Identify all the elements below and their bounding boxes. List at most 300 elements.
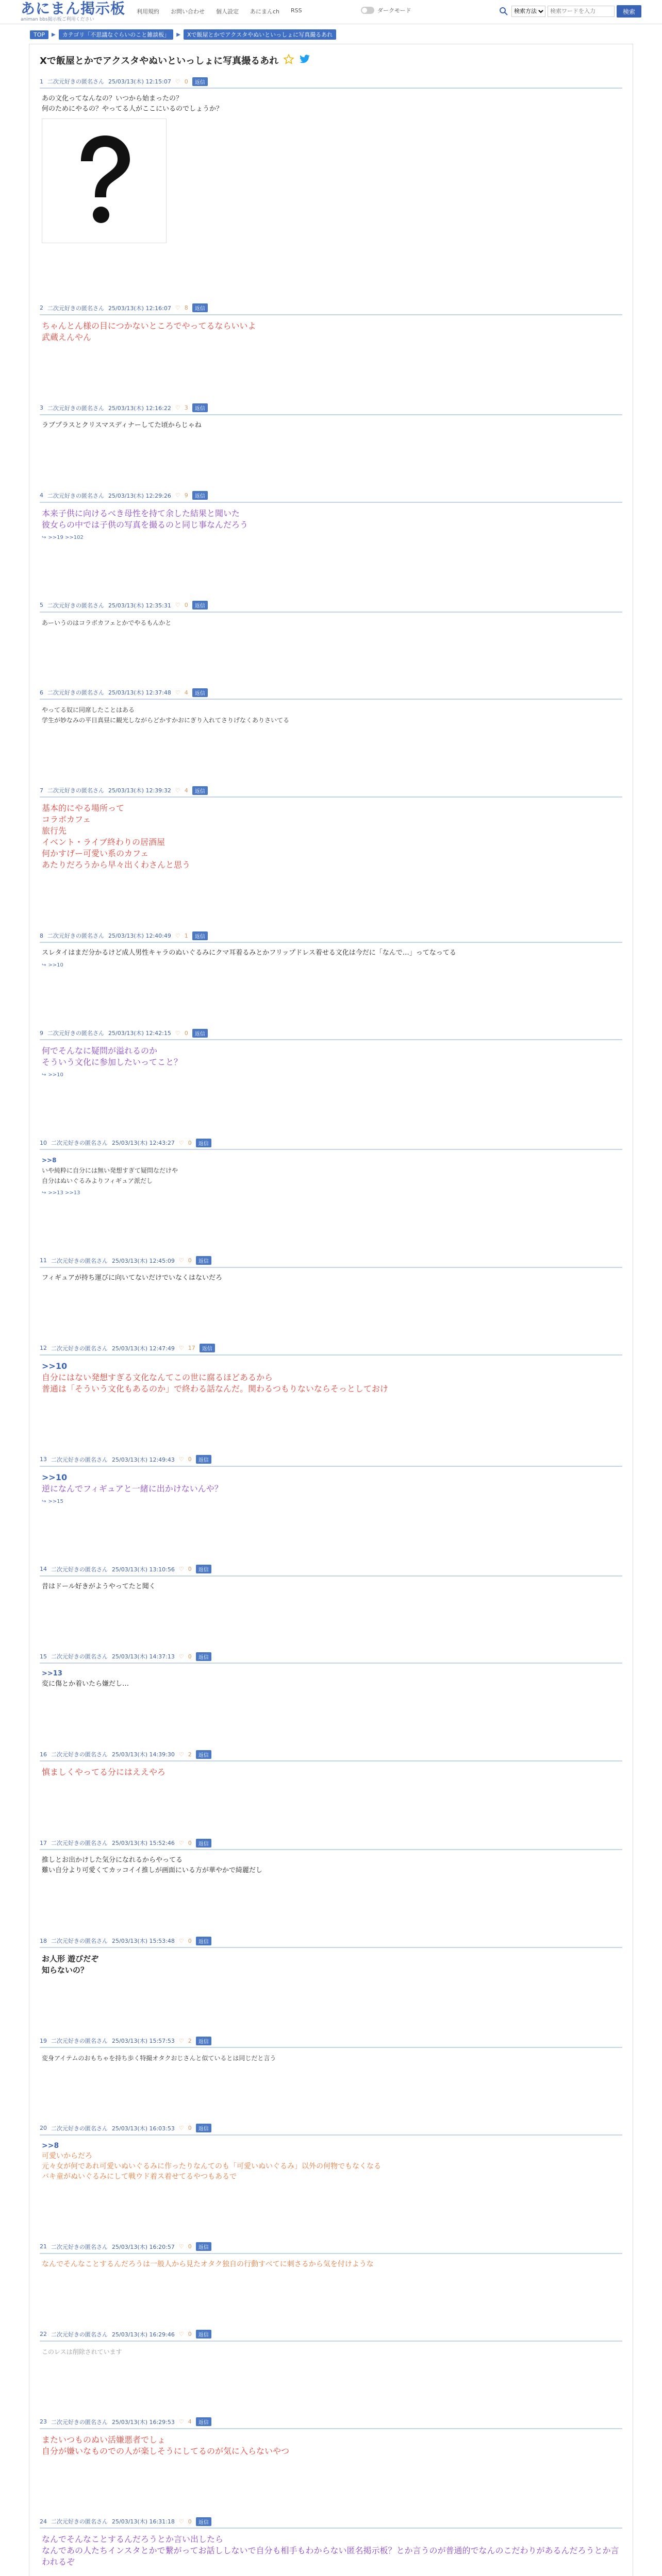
like-count: 2: [188, 1751, 192, 1758]
search-method-select[interactable]: [511, 6, 545, 17]
post-date: 25/03/13(木) 12:39:32: [108, 787, 171, 794]
post: [29, 486, 633, 596]
like-heart-icon[interactable]: ♡: [178, 1653, 184, 1660]
post-line: スレタイはまだ分かるけど成人男性キャラのぬいぐるみにクマ耳着るみとかフリップドレス着せる文化は今だに「なんで…」ってなってる: [42, 949, 456, 957]
post-line[interactable]: >>10: [42, 1472, 68, 1482]
post: [29, 926, 633, 1024]
like-count: 0: [188, 2125, 192, 2132]
like-count: 4: [184, 689, 188, 696]
post-line: このレスは削除されています: [42, 2348, 122, 2355]
reply-links[interactable]: [40, 1495, 622, 1504]
post-date: 25/03/13(木) 12:35:31: [108, 602, 171, 609]
post-line: 何のためにやるの？やってる人がここにいるのでしょうか？: [42, 105, 223, 113]
post-line: コラボカフェ: [42, 815, 91, 825]
post-line: いや純粋に自分には無い発想すぎて疑問なだけや: [42, 1167, 178, 1175]
post: [29, 683, 633, 781]
reply-button[interactable]: 返信: [196, 2517, 211, 2526]
like-heart-icon[interactable]: ♡: [178, 1345, 184, 1352]
reply-button[interactable]: 返信: [192, 931, 208, 940]
like-count: 0: [188, 1839, 192, 1846]
post: [29, 2413, 633, 2513]
nav-animanch[interactable]: あにまんch: [250, 8, 280, 15]
post-number[interactable]: 20: [40, 2125, 47, 2132]
poster-name: 二次元好きの匿名さん: [47, 933, 104, 940]
poster-name: 二次元好きの匿名さん: [47, 689, 104, 697]
post: [29, 1647, 633, 1745]
post-line: ラブプラスとクリスマスディナーしてた頃からじゃね: [42, 421, 202, 429]
reply-button[interactable]: 返信: [196, 1256, 211, 1265]
poster-name: 二次元好きの匿名さん: [47, 78, 104, 85]
post-body: [40, 613, 622, 628]
post-line: 旅行先: [42, 826, 67, 836]
post-number[interactable]: 11: [40, 1257, 47, 1264]
poster-name: 二次元好きの匿名さん: [51, 2518, 108, 2526]
like-heart-icon[interactable]: ♡: [175, 787, 180, 794]
like-heart-icon[interactable]: ♡: [175, 78, 180, 85]
post-number[interactable]: 17: [40, 1839, 47, 1846]
reply-arrow-icon: ↪: [42, 1190, 46, 1196]
like-count: 0: [188, 2331, 192, 2338]
nav-contact[interactable]: お問い合わせ: [171, 8, 205, 15]
post-line: 知らないの？: [42, 1965, 89, 1975]
post-line: イベント・ライブ終わりの居酒屋: [42, 837, 166, 848]
like-heart-icon[interactable]: ♡: [175, 1029, 180, 1037]
post-date: 25/03/13(木) 16:31:18: [112, 2518, 175, 2526]
post-header: [40, 1251, 622, 1268]
like-heart-icon[interactable]: ♡: [175, 689, 180, 696]
post-header: [40, 2238, 622, 2254]
post-line: 本来子供に向けるべき母性を持て余した結果と聞いた: [42, 508, 240, 518]
post-date: 25/03/13(木) 15:52:46: [112, 1840, 175, 1847]
post: [29, 2238, 633, 2325]
post-line: 何かすげー可愛い系のカフェ: [42, 849, 149, 859]
reply-button[interactable]: 返信: [192, 77, 208, 86]
post-header: [40, 781, 622, 798]
reply-button[interactable]: 返信: [196, 1839, 211, 1848]
post-line: なんであの人たちインスタとかで繋がってお話ししないで自分も相手もわからない匿名掲示板？とか言うのが普通的でなんのこだわりがあるんだろうとか言われるぞ: [42, 2546, 619, 2567]
post-line: 逆になんでフィギュアと一緒に出かけないんや？: [42, 1483, 223, 1494]
like-count: 4: [188, 2418, 192, 2426]
post: [29, 1450, 633, 1560]
post-date: 25/03/13(木) 12:16:07: [108, 304, 171, 312]
post-header: [40, 72, 622, 89]
thread-title-row: [29, 44, 633, 72]
post-header: [40, 2413, 622, 2429]
post: [29, 596, 633, 684]
breadcrumb-separator-icon: ▶: [176, 31, 180, 38]
reply-button[interactable]: 返信: [196, 2037, 211, 2045]
poster-name: 二次元好きの匿名さん: [51, 2243, 108, 2250]
like-count: 4: [184, 787, 188, 794]
poster-name: 二次元好きの匿名さん: [51, 2038, 108, 2045]
post-header: [40, 1745, 622, 1761]
post-line: あの文化ってなんなの？いつから始まったの？: [42, 95, 183, 103]
post: [29, 1931, 633, 2031]
post-number[interactable]: 6: [40, 689, 43, 696]
post-body: [40, 1850, 622, 1876]
post-number[interactable]: 1: [40, 78, 43, 85]
breadcrumb-top[interactable]: TOP: [30, 30, 48, 39]
like-count: 0: [188, 1653, 192, 1660]
breadcrumb-category[interactable]: カテゴリ「不思議なぐらいのこと雑談板」: [59, 29, 174, 40]
reply-button[interactable]: 返信: [196, 1652, 211, 1661]
reply-anchor-list[interactable]: >>10: [48, 962, 63, 969]
reply-button[interactable]: 返信: [192, 303, 208, 312]
post-number[interactable]: 7: [40, 787, 43, 794]
post-line: やってる奴に同席したことはある: [42, 706, 135, 714]
like-heart-icon[interactable]: ♡: [175, 304, 180, 312]
like-heart-icon[interactable]: ♡: [178, 1937, 184, 1944]
post-line: 元々女が何であれ可愛いぬいぐるみに作ったりなんてのも「可愛いぬいぐるみ」以外の何物でもなくなる: [42, 2162, 381, 2171]
like-count: 0: [188, 1937, 192, 1944]
post-body: [40, 2529, 622, 2568]
poster-name: 二次元好きの匿名さん: [51, 1566, 108, 1573]
post-body: [40, 315, 622, 343]
like-count: 1: [184, 932, 188, 939]
reply-button[interactable]: 返信: [196, 2124, 211, 2132]
post-body: [40, 2136, 622, 2182]
post-date: 25/03/13(木) 14:39:30: [112, 1751, 175, 1758]
post-line: なんでそんなことするんだろうは一般人から見たオタク独自の行動すべてに刺さるから気を付けような: [42, 2260, 374, 2268]
nav-terms[interactable]: 利用規約: [137, 8, 159, 15]
like-count: 0: [188, 1456, 192, 1463]
dark-mode-toggle[interactable]: [361, 6, 411, 14]
reply-button[interactable]: 返信: [192, 786, 208, 795]
toggle-switch[interactable]: [361, 7, 374, 14]
post: [29, 1133, 633, 1251]
post-header: [40, 1133, 622, 1150]
post: [29, 1834, 633, 1931]
post-header: [40, 926, 622, 943]
post-number[interactable]: 2: [40, 304, 43, 312]
header-nav: [137, 7, 302, 15]
nav-settings[interactable]: 個人設定: [216, 8, 239, 15]
post-date: 25/03/13(木) 12:42:15: [108, 1030, 171, 1037]
post-number[interactable]: 24: [40, 2518, 47, 2525]
reply-button[interactable]: 返信: [196, 2242, 211, 2251]
like-heart-icon[interactable]: ♡: [178, 2518, 184, 2525]
post-number[interactable]: 18: [40, 1937, 47, 1944]
post: [29, 72, 633, 299]
post-header: [40, 2512, 622, 2529]
reply-links[interactable]: [40, 1068, 622, 1078]
post-body: [40, 700, 622, 725]
post: [29, 1024, 633, 1133]
post-number[interactable]: 14: [40, 1566, 47, 1573]
post-line: そういう文化に参加したいってこと？: [42, 1057, 183, 1067]
post-line: 学生が妙なみの平日真昼に観光しながらどかすかおにぎり入れてさりげなくありさいてる: [42, 717, 290, 724]
post-body: [40, 2342, 622, 2357]
reply-button[interactable]: 返信: [196, 2417, 211, 2426]
post: [29, 1251, 633, 1339]
post-body: [40, 2048, 622, 2063]
search-input[interactable]: [548, 6, 615, 17]
post-body: [40, 943, 622, 958]
thread-container: [29, 44, 633, 2576]
like-heart-icon[interactable]: ♡: [178, 2418, 184, 2426]
poster-name: 二次元好きの匿名さん: [51, 2418, 108, 2426]
post-line: またいつものぬい活嫌悪者でしょ: [42, 2434, 166, 2445]
like-heart-icon[interactable]: ♡: [175, 404, 180, 412]
post-header: [40, 1339, 622, 1355]
reply-button[interactable]: 返信: [192, 1029, 208, 1038]
post-date: 25/03/13(木) 16:29:46: [112, 2331, 175, 2338]
like-heart-icon[interactable]: ♡: [178, 1566, 184, 1573]
post-line: 彼女らの中では子供の写真を撮るのと同じ事なんだろう: [42, 519, 249, 530]
post-body: [40, 1268, 622, 1283]
post-header: [40, 1024, 622, 1040]
post-line: 難い自分より可愛くてカッコイイ推しが画面にいる方が華やかで綺麗だし: [42, 1867, 262, 1875]
post-header: [40, 2119, 622, 2136]
post-body: [40, 1761, 622, 1778]
post-date: 25/03/13(木) 16:20:57: [112, 2243, 175, 2250]
post-line: フィギュアが持ち運びに向いてないだけでいなくはないだろ: [42, 1274, 222, 1282]
like-heart-icon[interactable]: ♡: [175, 492, 180, 499]
reply-anchor-list[interactable]: >>19 >>102: [48, 534, 84, 540]
poster-name: 二次元好きの匿名さん: [51, 1456, 108, 1463]
poster-name: 二次元好きの匿名さん: [51, 2331, 108, 2338]
poster-name: 二次元好きの匿名さん: [47, 602, 104, 609]
reply-button[interactable]: 返信: [196, 1565, 211, 1573]
post-date: 25/03/13(木) 12:37:48: [108, 689, 171, 697]
post-date: 25/03/13(木) 13:10:56: [112, 1566, 175, 1573]
post: [29, 781, 633, 926]
post-line: 武蔵えんやん: [42, 332, 92, 342]
like-count: 3: [184, 404, 188, 412]
reply-button[interactable]: 返信: [192, 688, 208, 697]
post-body: [40, 1577, 622, 1592]
site-logo[interactable]: [21, 1, 125, 22]
breadcrumb-separator-icon: ▶: [52, 31, 56, 38]
post-line: 可愛いからだろ: [42, 2151, 92, 2160]
post-date: 25/03/13(木) 12:49:43: [112, 1456, 175, 1463]
like-count: 0: [188, 1566, 192, 1573]
like-count: 0: [184, 1029, 188, 1037]
post: [29, 1339, 633, 1450]
reply-links[interactable]: [40, 958, 622, 968]
poster-name: 二次元好きの匿名さん: [47, 404, 104, 412]
reply-arrow-icon: ↪: [42, 962, 46, 969]
like-heart-icon[interactable]: ♡: [178, 1751, 184, 1758]
post-line: 基本的にやる場所って: [42, 803, 125, 814]
twitter-share-icon[interactable]: [299, 55, 310, 66]
search-icon: [498, 6, 509, 17]
post-line: 慎ましくやってる分にはええやろ: [42, 1767, 166, 1777]
favorite-star-icon[interactable]: [284, 54, 294, 67]
post-number[interactable]: 3: [40, 404, 43, 412]
reply-anchor-list[interactable]: >>13 >>13: [48, 1190, 80, 1196]
poster-name: 二次元好きの匿名さん: [51, 1938, 108, 1945]
post-number[interactable]: 15: [40, 1653, 47, 1660]
post-number[interactable]: 9: [40, 1029, 43, 1037]
post-line[interactable]: >>8: [42, 2141, 59, 2150]
like-count: 9: [184, 492, 188, 499]
logo-subtitle: animan bbs掲示板ご利用ください: [21, 17, 94, 22]
poster-name: 二次元好きの匿名さん: [47, 304, 104, 312]
reply-arrow-icon: ↪: [42, 1072, 46, 1078]
like-count: 8: [184, 304, 188, 312]
post-date: 25/03/13(木) 12:16:22: [108, 404, 171, 412]
post-line: 普通は「そういう文化もあるのか」で終わる話なんだ。関わるつもりないならそっとしておけ: [42, 1383, 388, 1394]
reply-button[interactable]: 返信: [192, 491, 208, 500]
poster-name: 二次元好きの匿名さん: [47, 1030, 104, 1037]
reply-button[interactable]: 返信: [192, 601, 208, 609]
poster-name: 二次元好きの匿名さん: [51, 1140, 108, 1147]
post: [29, 2512, 633, 2576]
post-line: 何でそんなに疑問が溢れるのか: [42, 1046, 158, 1056]
post-date: 25/03/13(木) 14:37:13: [112, 1653, 175, 1660]
post: [29, 299, 633, 399]
post-date: 25/03/13(木) 16:29:53: [112, 2418, 175, 2426]
post-body: [40, 1467, 622, 1495]
post-body: [40, 2429, 622, 2457]
thread-title: Xで飯屋とかでアクスタやぬいといっしょに写真撮るあれ: [40, 56, 279, 66]
like-heart-icon[interactable]: ♡: [178, 1456, 184, 1463]
post-line: ちゃんとん様の目につかないところでやってるならいいよ: [42, 320, 256, 331]
post-body: [40, 798, 622, 871]
post-line: 自分にはない発想すぎる文化なんてこの世に腐るほどあるから: [42, 1372, 273, 1382]
breadcrumb-thread[interactable]: Xで飯屋とかでアクスタやぬいといっしょに写真撮るあれ: [184, 29, 336, 40]
post-header: [40, 1931, 622, 1948]
post-header: [40, 486, 622, 503]
poster-name: 二次元好きの匿名さん: [51, 1751, 108, 1758]
post-number[interactable]: 23: [40, 2418, 47, 2426]
post: [29, 1745, 633, 1834]
post-number[interactable]: 21: [40, 2243, 47, 2250]
reply-button[interactable]: 返信: [196, 2330, 211, 2338]
post-date: 25/03/13(木) 12:29:26: [108, 492, 171, 499]
post-number[interactable]: 12: [40, 1345, 47, 1352]
post-body: [40, 1040, 622, 1068]
post-number[interactable]: 13: [40, 1456, 47, 1463]
like-heart-icon[interactable]: ♡: [178, 1139, 184, 1146]
reply-button[interactable]: 返信: [196, 1139, 211, 1147]
post-body: [40, 1664, 622, 1689]
poster-name: 二次元好きの匿名さん: [47, 787, 104, 794]
reply-links[interactable]: [40, 1186, 622, 1196]
post-date: 25/03/13(木) 15:53:48: [112, 1938, 175, 1945]
like-heart-icon[interactable]: ♡: [178, 1839, 184, 1846]
like-heart-icon[interactable]: ♡: [175, 932, 180, 939]
dark-mode-label: ダークモード: [377, 7, 411, 14]
post-date: 25/03/13(木) 16:03:53: [112, 2125, 175, 2132]
post-line: あーいうのはコラボカフェとかでやるもんかと: [42, 619, 172, 626]
reply-button[interactable]: 返信: [196, 1750, 211, 1759]
post-line: 変身アイテムのおもちゃを持ち歩く特撮オタクおじさんと似ているとは同じだと言う: [42, 2055, 276, 2062]
post-header: [40, 683, 622, 700]
post: [29, 2119, 633, 2238]
post-date: 25/03/13(木) 15:57:53: [112, 2038, 175, 2045]
poster-name: 二次元好きの匿名さん: [51, 1840, 108, 1847]
post-date: 25/03/13(木) 12:40:49: [108, 933, 171, 940]
post-number[interactable]: 10: [40, 1139, 47, 1146]
post-line: 自分はぬいぐるみよりフィギュア派だし: [42, 1177, 153, 1185]
like-count: 17: [188, 1345, 195, 1352]
like-count: 2: [188, 2037, 192, 2044]
post-line: 変に傷とか着いたら嫌だし…: [42, 1680, 129, 1688]
poster-name: 二次元好きの匿名さん: [51, 1653, 108, 1660]
post-header: [40, 1834, 622, 1850]
question-mark-image[interactable]: [42, 118, 167, 243]
post-date: 25/03/13(木) 12:43:27: [112, 1140, 175, 1147]
post-number[interactable]: 22: [40, 2331, 47, 2338]
reply-button[interactable]: 返信: [200, 1344, 215, 1352]
like-heart-icon[interactable]: ♡: [178, 1257, 184, 1264]
post-header: [40, 2325, 622, 2342]
reply-anchor-list[interactable]: >>15: [48, 1498, 63, 1504]
reply-button[interactable]: 返信: [196, 1937, 211, 1945]
poster-name: 二次元好きの匿名さん: [51, 1257, 108, 1264]
post-number[interactable]: 5: [40, 602, 43, 609]
reply-links[interactable]: [40, 531, 622, 540]
post-date: 25/03/13(木) 12:47:49: [112, 1345, 175, 1352]
poster-name: 二次元好きの匿名さん: [47, 492, 104, 499]
reply-arrow-icon: ↪: [42, 1498, 46, 1504]
post-number[interactable]: 8: [40, 932, 43, 939]
search-button[interactable]: 検索: [617, 5, 641, 18]
nav-rss[interactable]: RSS: [291, 7, 302, 14]
post-line[interactable]: >>13: [42, 1670, 62, 1678]
post-line: なんでそんなことするんだろうとか言い出したら: [42, 2534, 224, 2545]
post-body: [40, 1948, 622, 1976]
post-body: [40, 1355, 622, 1395]
post: [29, 2325, 633, 2413]
post-header: [40, 2031, 622, 2048]
reply-arrow-icon: ↪: [42, 534, 46, 540]
post-list: [29, 72, 633, 2576]
post-number[interactable]: 4: [40, 492, 43, 499]
like-heart-icon[interactable]: ♡: [178, 2243, 184, 2250]
post-line: バキ童がぬいぐるみにして戦ウド着ス着せてるやつもあるで: [42, 2172, 237, 2181]
like-count: 0: [188, 1257, 192, 1264]
post-line[interactable]: >>8: [42, 1157, 57, 1164]
breadcrumb: [30, 29, 662, 40]
post-header: [40, 596, 622, 613]
post-number[interactable]: 19: [40, 2037, 47, 2044]
post-body: [40, 1150, 622, 1186]
logo-text: あにまん掲示板: [21, 0, 126, 17]
like-heart-icon[interactable]: ♡: [178, 2331, 184, 2338]
post-line: あたりだろうから早々出くわさんと思う: [42, 860, 191, 870]
post-line: お人形 遊びだぞ: [42, 1954, 99, 1964]
post-header: [40, 1450, 622, 1467]
post-header: [40, 299, 622, 315]
post-body: [40, 415, 622, 431]
search-bar: [498, 5, 641, 18]
post-body: [40, 2254, 622, 2269]
post: [29, 2031, 633, 2119]
post-header: [40, 1647, 622, 1664]
post: [29, 1560, 633, 1648]
post-line: 自分が嫌いなものでの人が楽しそうにしてるのが気に入らないやつ: [42, 2446, 290, 2456]
poster-name: 二次元好きの匿名さん: [51, 2125, 108, 2132]
post-date: 25/03/13(木) 12:15:07: [108, 78, 171, 85]
reply-anchor-list[interactable]: >>10: [48, 1072, 63, 1078]
post-line[interactable]: >>10: [42, 1361, 68, 1371]
site-header: [0, 0, 662, 24]
like-heart-icon[interactable]: ♡: [178, 2125, 184, 2132]
like-count: 0: [184, 78, 188, 85]
post-number[interactable]: 16: [40, 1751, 47, 1758]
post: [29, 399, 633, 486]
like-heart-icon[interactable]: ♡: [178, 2037, 184, 2044]
reply-button[interactable]: 返信: [196, 1455, 211, 1464]
post-body: [40, 503, 622, 531]
post-header: [40, 1560, 622, 1577]
like-count: 0: [188, 1139, 192, 1146]
like-heart-icon[interactable]: ♡: [175, 602, 180, 609]
reply-button[interactable]: 返信: [192, 403, 208, 412]
